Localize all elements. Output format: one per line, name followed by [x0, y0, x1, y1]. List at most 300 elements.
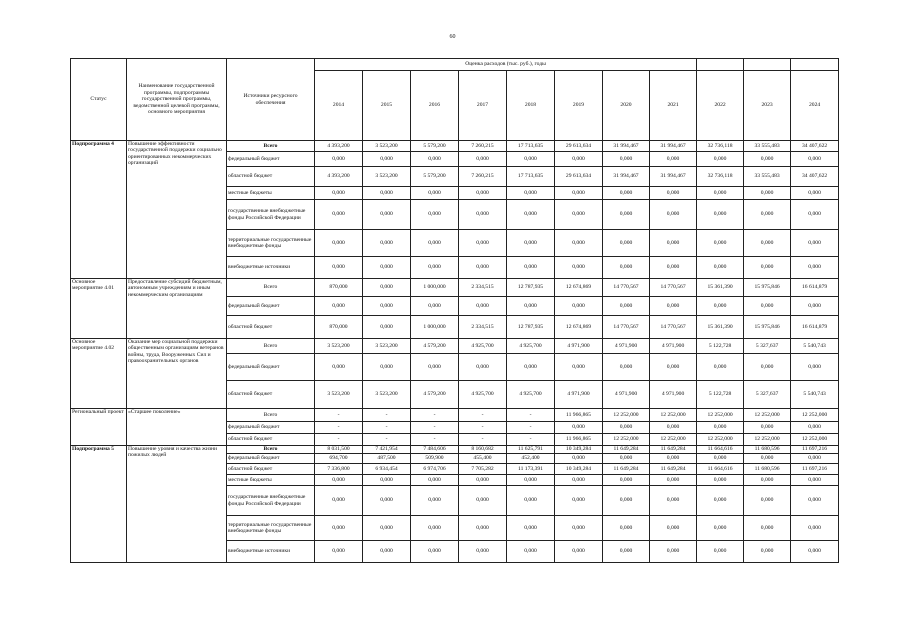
- value-cell-2017: 7 705,282: [459, 464, 507, 475]
- value-cell-2016: 5 579,200: [411, 167, 459, 187]
- table-row: [71, 409, 839, 422]
- value-cell-2015: 487,500: [363, 454, 411, 464]
- header-empty-cell: [744, 59, 791, 71]
- page-number: 60: [449, 34, 456, 40]
- header-year-2015: 2015: [363, 71, 411, 141]
- value-cell-2017: 0,000: [459, 541, 507, 563]
- value-cell-2018: 12 787,935: [507, 316, 555, 339]
- value-cell-2017: 0,000: [459, 486, 507, 516]
- value-cell-2020: 12 252,000: [603, 434, 650, 446]
- value-cell-2021: 0,000: [650, 354, 697, 381]
- value-cell-2019: 0,000: [555, 297, 603, 316]
- value-cell-2022: 0,000: [697, 152, 744, 167]
- value-cell-2020: 0,000: [603, 200, 650, 230]
- value-cell-2015: 0,000: [363, 230, 411, 257]
- value-cell-2017: 455,400: [459, 454, 507, 464]
- value-cell-2021: 31 994,467: [650, 167, 697, 187]
- value-cell-2014: -: [315, 409, 363, 422]
- value-cell-2015: -: [363, 434, 411, 446]
- row-source-total: Всего: [227, 279, 315, 297]
- value-cell-2014: 0,000: [315, 475, 363, 486]
- value-cell-2019: 4 971,900: [555, 381, 603, 409]
- value-cell-2024: 12 252,000: [791, 434, 839, 446]
- value-cell-2020: 0,000: [603, 230, 650, 257]
- value-cell-2016: 0,000: [411, 475, 459, 486]
- value-cell-2021: 12 252,000: [650, 409, 697, 422]
- value-cell-2024: 11 697,216: [791, 464, 839, 475]
- value-cell-2016: 0,000: [411, 486, 459, 516]
- value-cell-2018: 11 625,791: [507, 446, 555, 454]
- value-cell-2017: 0,000: [459, 354, 507, 381]
- row-status: Подпрограмма 5: [71, 446, 127, 563]
- value-cell-2022: 0,000: [697, 257, 744, 279]
- value-cell-2019: 0,000: [555, 475, 603, 486]
- value-cell-2021: 0,000: [650, 297, 697, 316]
- value-cell-2018: 0,000: [507, 475, 555, 486]
- header-year-2022: 2022: [697, 71, 744, 141]
- row-source-extrabudget: внебюджетные источники: [227, 257, 315, 279]
- value-cell-2016: -: [411, 422, 459, 434]
- value-cell-2014: 0,000: [315, 541, 363, 563]
- header-year-2024: 2024: [791, 71, 839, 141]
- row-program-name: Предоставление субсидий бюджетным, автономным учреждениям и иным некоммерческим организациям: [127, 279, 227, 339]
- value-cell-2015: 0,000: [363, 200, 411, 230]
- value-cell-2023: 5 327,637: [744, 339, 791, 354]
- value-cell-2024: 5 540,743: [791, 339, 839, 354]
- value-cell-2023: 12 252,000: [744, 434, 791, 446]
- value-cell-2019: 0,000: [555, 422, 603, 434]
- row-source-federal: федеральный бюджет: [227, 422, 315, 434]
- value-cell-2024: 0,000: [791, 200, 839, 230]
- value-cell-2024: 16 614,879: [791, 279, 839, 297]
- value-cell-2022: 5 122,728: [697, 339, 744, 354]
- value-cell-2016: 0,000: [411, 200, 459, 230]
- row-source-federal: федеральный бюджет: [227, 454, 315, 464]
- table-row: [71, 141, 839, 152]
- value-cell-2024: 0,000: [791, 257, 839, 279]
- value-cell-2018: -: [507, 409, 555, 422]
- value-cell-2023: 15 975,846: [744, 279, 791, 297]
- value-cell-2023: 0,000: [744, 152, 791, 167]
- row-source-total: Всего: [227, 409, 315, 422]
- value-cell-2018: 0,000: [507, 297, 555, 316]
- value-cell-2022: 0,000: [697, 187, 744, 200]
- value-cell-2014: -: [315, 422, 363, 434]
- row-source-federal: федеральный бюджет: [227, 354, 315, 381]
- value-cell-2018: 11 173,391: [507, 464, 555, 475]
- value-cell-2018: 0,000: [507, 516, 555, 541]
- value-cell-2021: 14 770,567: [650, 316, 697, 339]
- value-cell-2015: 3 523,200: [363, 381, 411, 409]
- value-cell-2023: 0,000: [744, 257, 791, 279]
- value-cell-2019: 0,000: [555, 354, 603, 381]
- value-cell-2016: 6 974,706: [411, 464, 459, 475]
- row-program-name: Оказание мер социальной поддержки общественным организациям ветеранов войны, труда, Вооруженных Сил и правоохранительных органов: [127, 339, 227, 409]
- value-cell-2021: 12 252,000: [650, 434, 697, 446]
- value-cell-2014: 3 523,200: [315, 381, 363, 409]
- value-cell-2015: 0,000: [363, 516, 411, 541]
- header-empty-cell: [791, 59, 839, 71]
- value-cell-2024: 0,000: [791, 152, 839, 167]
- value-cell-2014: 0,000: [315, 187, 363, 200]
- value-cell-2023: 0,000: [744, 422, 791, 434]
- header-estimate: Оценка расходов (тыс. руб.), годы: [315, 59, 697, 71]
- value-cell-2021: 0,000: [650, 541, 697, 563]
- value-cell-2016: -: [411, 409, 459, 422]
- value-cell-2019: 0,000: [555, 230, 603, 257]
- value-cell-2016: 4 579,200: [411, 339, 459, 354]
- value-cell-2024: 0,000: [791, 422, 839, 434]
- value-cell-2017: 0,000: [459, 475, 507, 486]
- value-cell-2014: -: [315, 434, 363, 446]
- value-cell-2024: 34 407,622: [791, 167, 839, 187]
- value-cell-2023: 5 327,637: [744, 381, 791, 409]
- value-cell-2017: -: [459, 434, 507, 446]
- value-cell-2022: 0,000: [697, 454, 744, 464]
- value-cell-2022: 32 736,118: [697, 167, 744, 187]
- value-cell-2015: 3 523,200: [363, 141, 411, 152]
- value-cell-2019: 0,000: [555, 541, 603, 563]
- value-cell-2018: 0,000: [507, 257, 555, 279]
- value-cell-2014: 870,000: [315, 279, 363, 297]
- row-program-name: Повышение уровня и качества жизни пожилых людей: [127, 446, 227, 563]
- value-cell-2020: 4 971,900: [603, 339, 650, 354]
- value-cell-2020: 0,000: [603, 187, 650, 200]
- value-cell-2016: 0,000: [411, 354, 459, 381]
- value-cell-2023: 0,000: [744, 230, 791, 257]
- value-cell-2016: 4 579,200: [411, 381, 459, 409]
- value-cell-2016: 0,000: [411, 152, 459, 167]
- value-cell-2023: 0,000: [744, 475, 791, 486]
- row-source-territorial_funds: территориальные государственные внебюджетные фонды: [227, 230, 315, 257]
- value-cell-2015: 0,000: [363, 279, 411, 297]
- value-cell-2018: 0,000: [507, 486, 555, 516]
- value-cell-2021: 0,000: [650, 486, 697, 516]
- value-cell-2016: 0,000: [411, 257, 459, 279]
- value-cell-2020: 31 994,467: [603, 141, 650, 152]
- value-cell-2024: 5 540,743: [791, 381, 839, 409]
- value-cell-2019: 0,000: [555, 516, 603, 541]
- value-cell-2017: 7 260,215: [459, 141, 507, 152]
- value-cell-2022: 15 361,390: [697, 316, 744, 339]
- value-cell-2022: 5 122,728: [697, 381, 744, 409]
- value-cell-2022: 0,000: [697, 422, 744, 434]
- value-cell-2015: -: [363, 409, 411, 422]
- value-cell-2024: 0,000: [791, 486, 839, 516]
- value-cell-2021: 0,000: [650, 230, 697, 257]
- value-cell-2014: 0,000: [315, 297, 363, 316]
- value-cell-2020: 31 994,467: [603, 167, 650, 187]
- value-cell-2020: 0,000: [603, 257, 650, 279]
- header-empty-cell: [697, 59, 744, 71]
- value-cell-2020: 4 971,900: [603, 381, 650, 409]
- value-cell-2016: 0,000: [411, 187, 459, 200]
- header-year-2021: 2021: [650, 71, 697, 141]
- value-cell-2020: 12 252,000: [603, 409, 650, 422]
- value-cell-2024: 0,000: [791, 297, 839, 316]
- value-cell-2019: 10 349,284: [555, 446, 603, 454]
- value-cell-2024: 0,000: [791, 354, 839, 381]
- value-cell-2015: 3 523,200: [363, 167, 411, 187]
- value-cell-2016: 1 000,000: [411, 279, 459, 297]
- value-cell-2022: 0,000: [697, 541, 744, 563]
- value-cell-2020: 0,000: [603, 541, 650, 563]
- value-cell-2024: 16 614,879: [791, 316, 839, 339]
- value-cell-2022: 0,000: [697, 486, 744, 516]
- value-cell-2016: -: [411, 434, 459, 446]
- value-cell-2014: 7 336,800: [315, 464, 363, 475]
- value-cell-2018: 452,400: [507, 454, 555, 464]
- value-cell-2018: 0,000: [507, 200, 555, 230]
- value-cell-2021: 0,000: [650, 475, 697, 486]
- value-cell-2023: 0,000: [744, 187, 791, 200]
- value-cell-2021: 4 971,900: [650, 381, 697, 409]
- row-source-federal: федеральный бюджет: [227, 297, 315, 316]
- value-cell-2022: 12 252,000: [697, 434, 744, 446]
- value-cell-2014: 694,700: [315, 454, 363, 464]
- value-cell-2023: 12 252,000: [744, 409, 791, 422]
- value-cell-2014: 4 393,200: [315, 141, 363, 152]
- value-cell-2015: 6 934,454: [363, 464, 411, 475]
- value-cell-2022: 15 361,390: [697, 279, 744, 297]
- value-cell-2017: 4 925,700: [459, 339, 507, 354]
- budget-table: [70, 58, 839, 563]
- value-cell-2019: 29 613,634: [555, 141, 603, 152]
- value-cell-2020: 0,000: [603, 486, 650, 516]
- row-source-regional: областной бюджет: [227, 167, 315, 187]
- value-cell-2019: 0,000: [555, 257, 603, 279]
- row-source-state_funds: государственные внебюджетные фонды Российской Федерации: [227, 200, 315, 230]
- value-cell-2014: 8 031,500: [315, 446, 363, 454]
- row-program-name: Повышение эффективности государственной поддержки социально ориентированных некоммерческих организаций: [127, 141, 227, 279]
- value-cell-2024: 0,000: [791, 187, 839, 200]
- value-cell-2014: 4 393,200: [315, 167, 363, 187]
- value-cell-2022: 0,000: [697, 230, 744, 257]
- value-cell-2017: 0,000: [459, 230, 507, 257]
- value-cell-2018: 17 713,635: [507, 167, 555, 187]
- value-cell-2015: 3 523,200: [363, 339, 411, 354]
- header-status: Статус: [71, 59, 127, 141]
- value-cell-2020: 11 649,284: [603, 446, 650, 454]
- row-source-total: Всего: [227, 446, 315, 454]
- value-cell-2015: 0,000: [363, 316, 411, 339]
- value-cell-2014: 0,000: [315, 486, 363, 516]
- value-cell-2018: 4 925,700: [507, 381, 555, 409]
- value-cell-2020: 0,000: [603, 354, 650, 381]
- value-cell-2021: 31 994,467: [650, 141, 697, 152]
- value-cell-2015: 0,000: [363, 475, 411, 486]
- value-cell-2016: 7 484,606: [411, 446, 459, 454]
- value-cell-2014: 0,000: [315, 230, 363, 257]
- row-source-regional: областной бюджет: [227, 434, 315, 446]
- value-cell-2016: 509,900: [411, 454, 459, 464]
- value-cell-2024: 12 252,000: [791, 409, 839, 422]
- value-cell-2015: 0,000: [363, 486, 411, 516]
- header-year-2019: 2019: [555, 71, 603, 141]
- value-cell-2020: 0,000: [603, 454, 650, 464]
- value-cell-2016: 5 579,200: [411, 141, 459, 152]
- value-cell-2018: 0,000: [507, 187, 555, 200]
- value-cell-2023: 0,000: [744, 297, 791, 316]
- value-cell-2022: 0,000: [697, 516, 744, 541]
- header-year-2017: 2017: [459, 71, 507, 141]
- value-cell-2017: -: [459, 409, 507, 422]
- value-cell-2017: 8 160,682: [459, 446, 507, 454]
- value-cell-2021: 14 770,567: [650, 279, 697, 297]
- value-cell-2023: 33 555,483: [744, 167, 791, 187]
- value-cell-2023: 0,000: [744, 200, 791, 230]
- value-cell-2017: -: [459, 422, 507, 434]
- value-cell-2020: 14 770,567: [603, 316, 650, 339]
- table-row: [71, 446, 839, 454]
- value-cell-2022: 0,000: [697, 297, 744, 316]
- value-cell-2022: 0,000: [697, 200, 744, 230]
- value-cell-2021: 0,000: [650, 200, 697, 230]
- value-cell-2014: 0,000: [315, 257, 363, 279]
- value-cell-2018: 0,000: [507, 541, 555, 563]
- value-cell-2021: 0,000: [650, 257, 697, 279]
- value-cell-2018: 12 787,935: [507, 279, 555, 297]
- value-cell-2016: 1 000,000: [411, 316, 459, 339]
- value-cell-2019: 10 349,284: [555, 464, 603, 475]
- value-cell-2019: 11 966,865: [555, 409, 603, 422]
- value-cell-2024: 0,000: [791, 230, 839, 257]
- value-cell-2021: 0,000: [650, 152, 697, 167]
- value-cell-2020: 0,000: [603, 475, 650, 486]
- value-cell-2023: 0,000: [744, 486, 791, 516]
- value-cell-2019: 0,000: [555, 486, 603, 516]
- value-cell-2020: 14 770,567: [603, 279, 650, 297]
- value-cell-2019: 0,000: [555, 187, 603, 200]
- row-status: Подпрограмма 4: [71, 141, 127, 279]
- row-source-total: Всего: [227, 141, 315, 152]
- value-cell-2022: 0,000: [697, 475, 744, 486]
- value-cell-2018: 0,000: [507, 354, 555, 381]
- value-cell-2015: -: [363, 422, 411, 434]
- row-source-regional: областной бюджет: [227, 316, 315, 339]
- row-source-extrabudget: внебюджетные источники: [227, 541, 315, 563]
- value-cell-2016: 0,000: [411, 541, 459, 563]
- value-cell-2018: -: [507, 422, 555, 434]
- value-cell-2017: 2 334,515: [459, 316, 507, 339]
- value-cell-2015: 0,000: [363, 257, 411, 279]
- value-cell-2017: 0,000: [459, 297, 507, 316]
- value-cell-2021: 11 649,284: [650, 446, 697, 454]
- value-cell-2019: 0,000: [555, 152, 603, 167]
- value-cell-2019: 0,000: [555, 200, 603, 230]
- header-year-2018: 2018: [507, 71, 555, 141]
- value-cell-2017: 0,000: [459, 152, 507, 167]
- value-cell-2020: 0,000: [603, 297, 650, 316]
- value-cell-2023: 11 680,596: [744, 446, 791, 454]
- table-row: [71, 339, 839, 354]
- table-row: [71, 279, 839, 297]
- value-cell-2023: 0,000: [744, 354, 791, 381]
- value-cell-2015: 0,000: [363, 152, 411, 167]
- value-cell-2017: 4 925,700: [459, 381, 507, 409]
- value-cell-2015: 0,000: [363, 297, 411, 316]
- row-source-federal: федеральный бюджет: [227, 152, 315, 167]
- value-cell-2017: 0,000: [459, 200, 507, 230]
- value-cell-2019: 4 971,900: [555, 339, 603, 354]
- value-cell-2024: 0,000: [791, 475, 839, 486]
- value-cell-2018: 4 925,700: [507, 339, 555, 354]
- value-cell-2014: 3 523,200: [315, 339, 363, 354]
- value-cell-2021: 0,000: [650, 187, 697, 200]
- value-cell-2022: 0,000: [697, 354, 744, 381]
- value-cell-2018: 17 713,635: [507, 141, 555, 152]
- value-cell-2020: 0,000: [603, 152, 650, 167]
- value-cell-2017: 2 334,515: [459, 279, 507, 297]
- value-cell-2023: 0,000: [744, 541, 791, 563]
- value-cell-2014: 0,000: [315, 516, 363, 541]
- value-cell-2014: 0,000: [315, 354, 363, 381]
- value-cell-2019: 12 674,869: [555, 279, 603, 297]
- value-cell-2021: 11 649,284: [650, 464, 697, 475]
- value-cell-2022: 11 664,616: [697, 446, 744, 454]
- value-cell-2023: 0,000: [744, 454, 791, 464]
- value-cell-2021: 0,000: [650, 422, 697, 434]
- header-name: Наименование государственной программы, подпрограммы государственной программы, ведомственной целевой программы, основного мероприятия: [127, 59, 227, 141]
- row-source-state_funds: государственные внебюджетные фонды Российской Федерации: [227, 486, 315, 516]
- header-source: Источники ресурсного обеспечения: [227, 59, 315, 141]
- value-cell-2023: 33 555,483: [744, 141, 791, 152]
- value-cell-2018: 0,000: [507, 230, 555, 257]
- row-source-regional: областной бюджет: [227, 464, 315, 475]
- row-program-name: «Старшее поколение»: [127, 409, 227, 446]
- value-cell-2021: 0,000: [650, 454, 697, 464]
- value-cell-2024: 34 407,622: [791, 141, 839, 152]
- value-cell-2023: 0,000: [744, 516, 791, 541]
- value-cell-2014: 0,000: [315, 152, 363, 167]
- value-cell-2015: 0,000: [363, 187, 411, 200]
- value-cell-2022: 32 736,118: [697, 141, 744, 152]
- row-source-local: местные бюджеты: [227, 475, 315, 486]
- value-cell-2022: 12 252,000: [697, 409, 744, 422]
- row-source-regional: областной бюджет: [227, 381, 315, 409]
- value-cell-2020: 11 649,284: [603, 464, 650, 475]
- value-cell-2019: 12 674,869: [555, 316, 603, 339]
- header-year-2020: 2020: [603, 71, 650, 141]
- value-cell-2024: 0,000: [791, 454, 839, 464]
- value-cell-2024: 0,000: [791, 541, 839, 563]
- value-cell-2018: -: [507, 434, 555, 446]
- value-cell-2023: 11 680,596: [744, 464, 791, 475]
- value-cell-2018: 0,000: [507, 152, 555, 167]
- value-cell-2023: 15 975,846: [744, 316, 791, 339]
- header-year-2023: 2023: [744, 71, 791, 141]
- value-cell-2020: 0,000: [603, 422, 650, 434]
- value-cell-2017: 0,000: [459, 257, 507, 279]
- value-cell-2014: 870,000: [315, 316, 363, 339]
- value-cell-2017: 0,000: [459, 516, 507, 541]
- header-year-2014: 2014: [315, 71, 363, 141]
- value-cell-2015: 0,000: [363, 541, 411, 563]
- value-cell-2019: 0,000: [555, 454, 603, 464]
- row-status: Региональный проект: [71, 409, 127, 446]
- value-cell-2017: 0,000: [459, 187, 507, 200]
- value-cell-2020: 0,000: [603, 516, 650, 541]
- row-status: Основное мероприятие 4.01: [71, 279, 127, 339]
- value-cell-2015: 0,000: [363, 354, 411, 381]
- value-cell-2021: 0,000: [650, 516, 697, 541]
- value-cell-2016: 0,000: [411, 230, 459, 257]
- value-cell-2016: 0,000: [411, 516, 459, 541]
- value-cell-2015: 7 421,954: [363, 446, 411, 454]
- value-cell-2019: 11 966,865: [555, 434, 603, 446]
- value-cell-2021: 4 971,900: [650, 339, 697, 354]
- value-cell-2014: 0,000: [315, 200, 363, 230]
